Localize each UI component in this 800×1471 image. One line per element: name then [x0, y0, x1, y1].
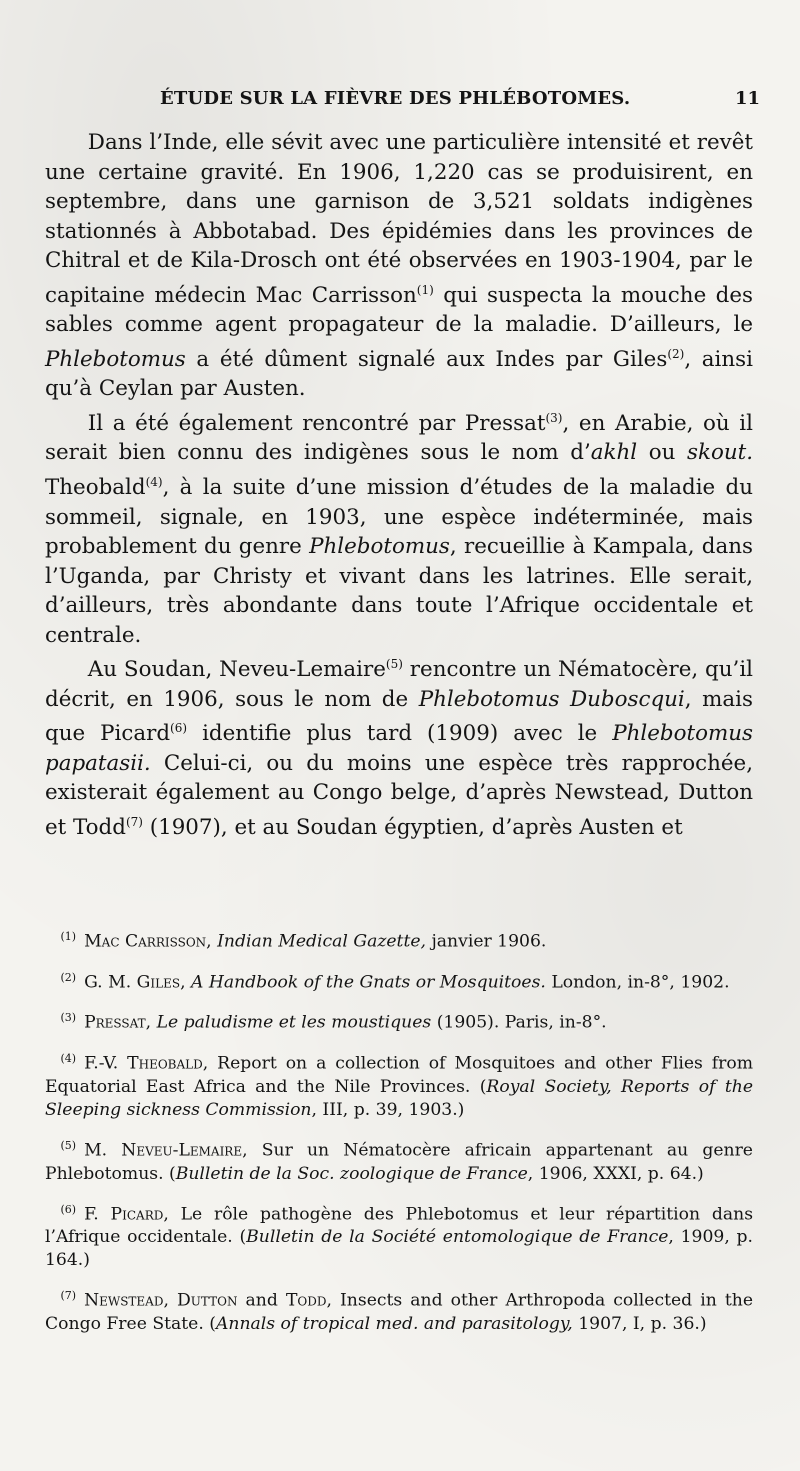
paragraph-soudan: Au Soudan, Neveu-Lemaire$^{(5)}$ rencontre un Nématocère, qu’il décrit, en 1906, sous le nom de Phlebotomus Duboscqui, mais que Picard$^{(6)}$ identifie plus tard (1909) avec le Phlebotomus papatasii. Celui-ci, ou du moins une espèce très rapprochée, existerait également au Congo belge, d’après Newstead, Dutton et Todd$^{(7)}$ (1907), et au Soudan égyptien, d’après Austen et [45, 657, 753, 840]
running-title: ÉTUDE SUR LA FIÈVRE DES PHLÉBOTOMES. [160, 88, 631, 109]
footnote-ref-7: (7) [125, 814, 143, 829]
footnote-3: $^{(3)}$ Pressat, Le paludisme et les moustiques (1905). Paris, in-8°. [60, 1011, 607, 1034]
footnote-2: $^{(2)}$ G. M. Giles, A Handbook of the Gnats or Mosquitoes. London, in-8°, 1902. [60, 970, 730, 993]
paragraph-india: Dans l’Inde, elle sévit avec une particulière intensité et revêt une certaine gravité. En 1906, 1,220 cas se produisirent, en septembre, dans une garnison de 3,521 soldats indigènes stationnés à Abbotabad. Des épidémies dans les provinces de Chitral et de Kila-Drosch ont été observées en 1903-1904, par le capitaine médecin Mac Carrisson$^{(1)}$ qui suspecta la mouche des sables comme agent propagateur de la maladie. D’ailleurs, le Phlebotomus a été dûment signalé aux Indes par Giles$^{(2)}$, ainsi qu’à Ceylan par Austen. [45, 130, 754, 402]
footnote-1: $^{(1)}$ Mac Carrisson, Indian Medical Gazette, janvier 1906. [60, 930, 547, 952]
footnote-ref-1: (1) [416, 282, 434, 297]
body-text [45, 128, 753, 842]
footnote-5: $^{(5)}$ M. Neveu-Lemaire, Sur un Nématocère africain appartenant au genre Phlebotomus. (Bulletin de la Soc. zoologique de France, 1906, XXXI, p. 64.) [45, 1138, 753, 1184]
paragraph-arabia: Il a été également rencontré par Pressat$^{(3)}$, en Arabie, où il serait bien connu des indigènes sous le nom d’akhl ou skout. Theobald$^{(4)}$, à la suite d’une mission d’études de la maladie du sommeil, signale, en 1903, une espèce indéterminée, mais probablement du genre Phlebotomus, recueillie à Kampala, dans l’Uganda, par Christy et vivant dans les latrines. Elle serait, d’ailleurs, très abondante dans toute l’Afrique occidentale et centrale. [45, 410, 753, 648]
footnote-ref-4: (4) [145, 474, 163, 489]
footnotes [45, 925, 753, 1348]
footnote-ref-3: (3) [545, 410, 563, 425]
footnote-ref-2: (2) [667, 346, 685, 361]
footnote-6: $^{(6)}$ F. Picard, Le rôle pathogène des Phlebotomus et leur répartition dans l’Afrique occidentale. (Bulletin de la Société entomologique de France, 1909, p. 164.) [45, 1202, 754, 1271]
footnote-7: $^{(7)}$ Newstead, Dutton and Todd, Insects and other Arthropoda collected in the Congo Free State. (Annals of tropical med. and parasitology, 1907, I, p. 36.) [45, 1289, 753, 1335]
page-header [160, 88, 760, 116]
footnote-4: $^{(4)}$ F.-V. Theobald, Report on a collection of Mosquitoes and other Flies from Equatorial East Africa and the Nile Provinces. (Royal Society, Reports of the Sleeping sickness Commission, III, p. 39, 1903.) [45, 1052, 754, 1120]
page-number: 11 [734, 88, 760, 109]
footnote-ref-5: (5) [385, 657, 403, 671]
footnote-ref-6: (6) [170, 721, 188, 736]
